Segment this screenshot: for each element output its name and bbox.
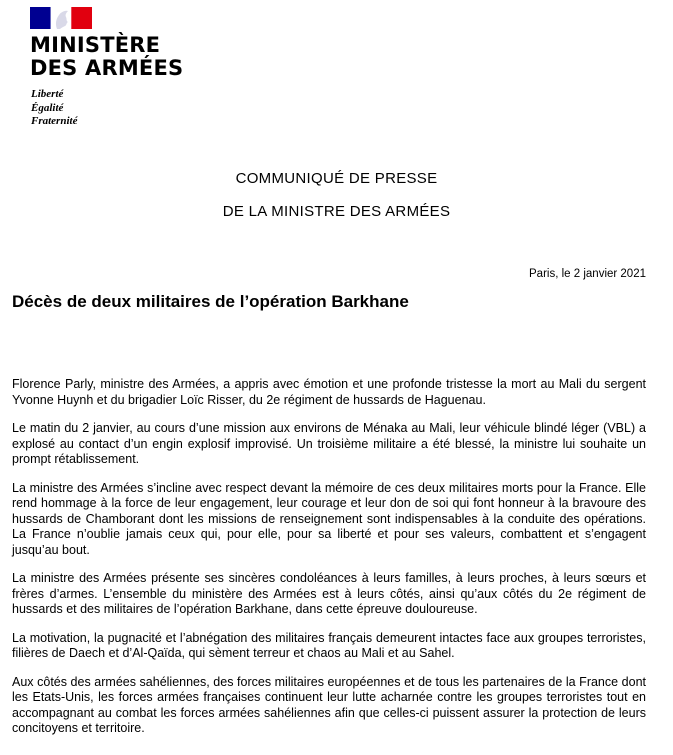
flag-red-band xyxy=(71,7,92,29)
ministry-name-line1: MINISTÈRE xyxy=(30,33,161,57)
motto-fraternite: Fraternité xyxy=(31,115,78,127)
ministry-name xyxy=(30,34,183,80)
motto-egalite: Égalité xyxy=(31,101,64,114)
motto-liberte: Liberté xyxy=(31,88,64,100)
paragraph: Florence Parly, ministre des Armées, a appris avec émotion et une profonde tristesse la mort au Mali du sergent Yvonne Huynh et du brigadier Loïc Risser, du 2e régiment de hussards de Haguenau. xyxy=(12,377,646,407)
paragraph: La ministre des Armées s’incline avec respect devant la mémoire de ces deux militaires morts pour la France. Elle rend hommage à la force de leur engagement, leur courage et leur don de soi qui font honneur à la bravoure des hussards de Chamborant dont les missions de renseignement sont indispensables à la conduite des opérations. La France n’oublie jamais ceux qui, pour elle, pour sa liberté et pour ses valeurs, combattent et s’engagent jusqu’au bout. xyxy=(12,480,646,557)
paragraph: Le matin du 2 janvier, au cours d’une mission aux environs de Ménaka au Mali, leur véhicule blindé léger (VBL) a explosé au contact d’un engin explosif improvisé. Un troisième militaire a été blessé, la ministre lui souhaite un prompt rétablissement. xyxy=(12,421,646,466)
flag-blue-band xyxy=(30,7,51,29)
ministry-name-line2: DES ARMÉES xyxy=(30,56,184,80)
press-release-author: DE LA MINISTRE DES ARMÉES xyxy=(222,203,451,220)
paragraph: La ministre des Armées présente ses sincères condoléances à leurs familles, à leurs proches, à leurs sœurs et frères d’armes. L’ensemble du ministère des Armées est à leurs côtés, ainsi qu’aux côtés du 2e régiment de hussards et des militaires de l’opération Barkhane, dans cette épreuve douloureuse. xyxy=(12,571,646,616)
paragraph: La motivation, la pugnacité et l’abnégation des militaires français demeurent intactes face aux groupes terroristes, filières de Daech et d’Al-Qaïda, qui sèment terreur et chaos au Mali et au Sahel. xyxy=(12,630,646,660)
paragraph: Aux côtés des armées sahéliennes, des forces militaires européennes et de tous les partenaires de la France dont les Etats-Unis, les forces armées françaises continuent leur lutte acharnée contre les groupes terroristes tout en accompagnant au combat les forces armées sahéliennes afin que celles-ci puissent assurer la protection de leurs concitoyens et territoire. xyxy=(12,674,646,735)
press-release-label: COMMUNIQUÉ DE PRESSE xyxy=(235,170,438,187)
body-text xyxy=(12,377,646,750)
release-date: Paris, le 2 janvier 2021 xyxy=(529,268,646,280)
republic-motto xyxy=(31,88,77,129)
marianne-flag-logo xyxy=(30,7,92,29)
headline: Décès de deux militaires de l’opération Barkhane xyxy=(12,292,409,311)
